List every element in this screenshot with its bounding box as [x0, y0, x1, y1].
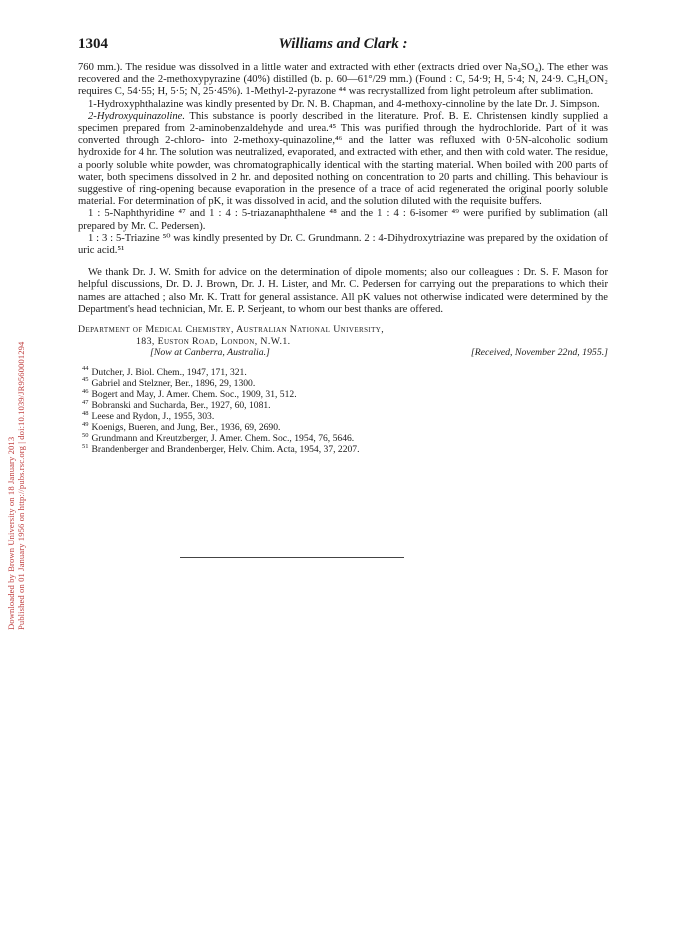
reference-list	[78, 367, 608, 456]
reference-item: $^{46}$ Bogert and May, J. Amer. Chem. Soc., 1909, 31, 512.	[82, 387, 297, 400]
paragraph-triazine: 1 : 3 : 5-Triazine ⁵⁰ was kindly presented by Dr. C. Grundmann. 2 : 4-Dihydroxytriazine was prepared by the oxidation of uric acid.⁵¹	[78, 232, 608, 257]
reference-item: $^{47}$ Bobranski and Sucharda, Ber., 1927, 60, 1081.	[82, 398, 271, 411]
page-header	[78, 36, 608, 62]
paragraph-quinazoline	[78, 111, 608, 209]
acknowledgements: We thank Dr. J. W. Smith for advice on the determination of dipole moments; also our colleagues : Dr. S. F. Mason for helpful discussions, Dr. D. J. Brown, Dr. J. H. Lister, and Mr. C. Pedersen for carrying out the preparations to which their names are attached ; also Mr. K. Tratt for general assistance. All pK values not otherwise indicated were determined by the Department's head technician, Mr. E. P. Serjeant, to whom our best thanks are offered.	[78, 267, 608, 315]
affiliation-address: 183, Euston Road, London, N.W.1.	[136, 335, 291, 347]
paragraph-pyrazine: 760 mm.). The residue was dissolved in a little water and extracted with ether (extracts dried over Na₂SO₄). The ether was recovered and the 2-methoxypyrazine (40%) distilled (b. p. 60—61°/29 mm.) (Found : C, 54·9; H, 5·4; N, 24·9. C₅H₆ON₂ requires C, 54·55; H, 5·5; N, 25·45%). 1-Methyl-2-pyrazone ⁴⁴ was recrystallized from light petroleum after sublimation.	[78, 62, 608, 98]
paragraph-quinazoline-text: This substance is poorly described in the literature. Prof. B. E. Christensen kindly supplied a specimen prepared from 2-aminobenzaldehyde and urea.⁴⁵ This was purified through the hydrochloride. Part of it was converted through 2-chloro- into 2-methoxy-quinazoline,⁴⁶ and the latter was refluxed with 0·5N-alcoholic sodium hydroxide for 4 hr. The solution was neutralized, evaporated, and extracted with ether, and then with cold water. The residue, a poorly soluble white powder, was chromatographically identical with the starting material. When boiled with 200 parts of water, both specimens dissolved in 2 hr. and deposited nothing on concentration to 20 parts and chilling. This behaviour is suggestive of ring-opening because evaporation in the presence of a trace of acid regenerated the original poorly soluble material. For determination of pK, it was dissolved in acid, and the solution diluted with the requisite buffers.	[78, 110, 608, 208]
page-number: 1304	[78, 36, 108, 52]
affiliation-note	[78, 347, 608, 359]
affiliation-block	[78, 324, 608, 359]
article-page	[78, 36, 608, 455]
paragraph-naphthyridine: 1 : 5-Naphthyridine ⁴⁷ and 1 : 4 : 5-triazanaphthalene ⁴⁸ and the 1 : 4 : 6-isomer ⁴⁹ were purified by sublimation (all prepared by Mr. C. Pedersen).	[78, 208, 608, 232]
reference-item: $^{45}$ Gabriel and Stelzner, Ber., 1896, 29, 1300.	[82, 376, 256, 389]
reference-item: $^{51}$ Brandenberger and Brandenberger, Helv. Chim. Acta, 1954, 37, 2207.	[82, 443, 360, 456]
reference-item: $^{44}$ Dutcher, J. Biol. Chem., 1947, 171, 321.	[82, 365, 247, 378]
reference-item: $^{48}$ Leese and Rydon, J., 1955, 303.	[82, 409, 215, 422]
received-date: [Received, November 22nd, 1955.]	[470, 347, 608, 359]
reference-item: $^{49}$ Koenigs, Bueren, and Jung, Ber., 1936, 69, 2690.	[82, 420, 281, 434]
article-body	[78, 62, 608, 316]
affiliation-new-location: [Now at Canberra, Australia.]	[150, 347, 270, 359]
download-sidebar	[2, 150, 24, 630]
paragraph-phthalazine: 1-Hydroxyphthalazine was kindly presented by Dr. N. B. Chapman, and 4-methoxy-cinnoline by the late Dr. J. Simpson.	[88, 98, 600, 110]
end-rule	[180, 557, 404, 558]
running-title: Williams and Clark :	[278, 36, 408, 52]
download-notice: Downloaded by Brown University on 18 January 2013	[6, 436, 16, 630]
doi-link[interactable]: Published on 01 January 1956 on http://pubs.rsc.org | doi:10.1039/JR9560001294	[16, 341, 26, 630]
section-heading-quinazoline: 2-Hydroxyquinazoline.	[88, 110, 185, 122]
reference-item: $^{50}$ Grundmann and Kreutzberger, J. Amer. Chem. Soc., 1954, 76, 5646.	[82, 431, 355, 445]
affiliation-department: Department of Medical Chemistry, Australian National University,	[78, 324, 385, 336]
